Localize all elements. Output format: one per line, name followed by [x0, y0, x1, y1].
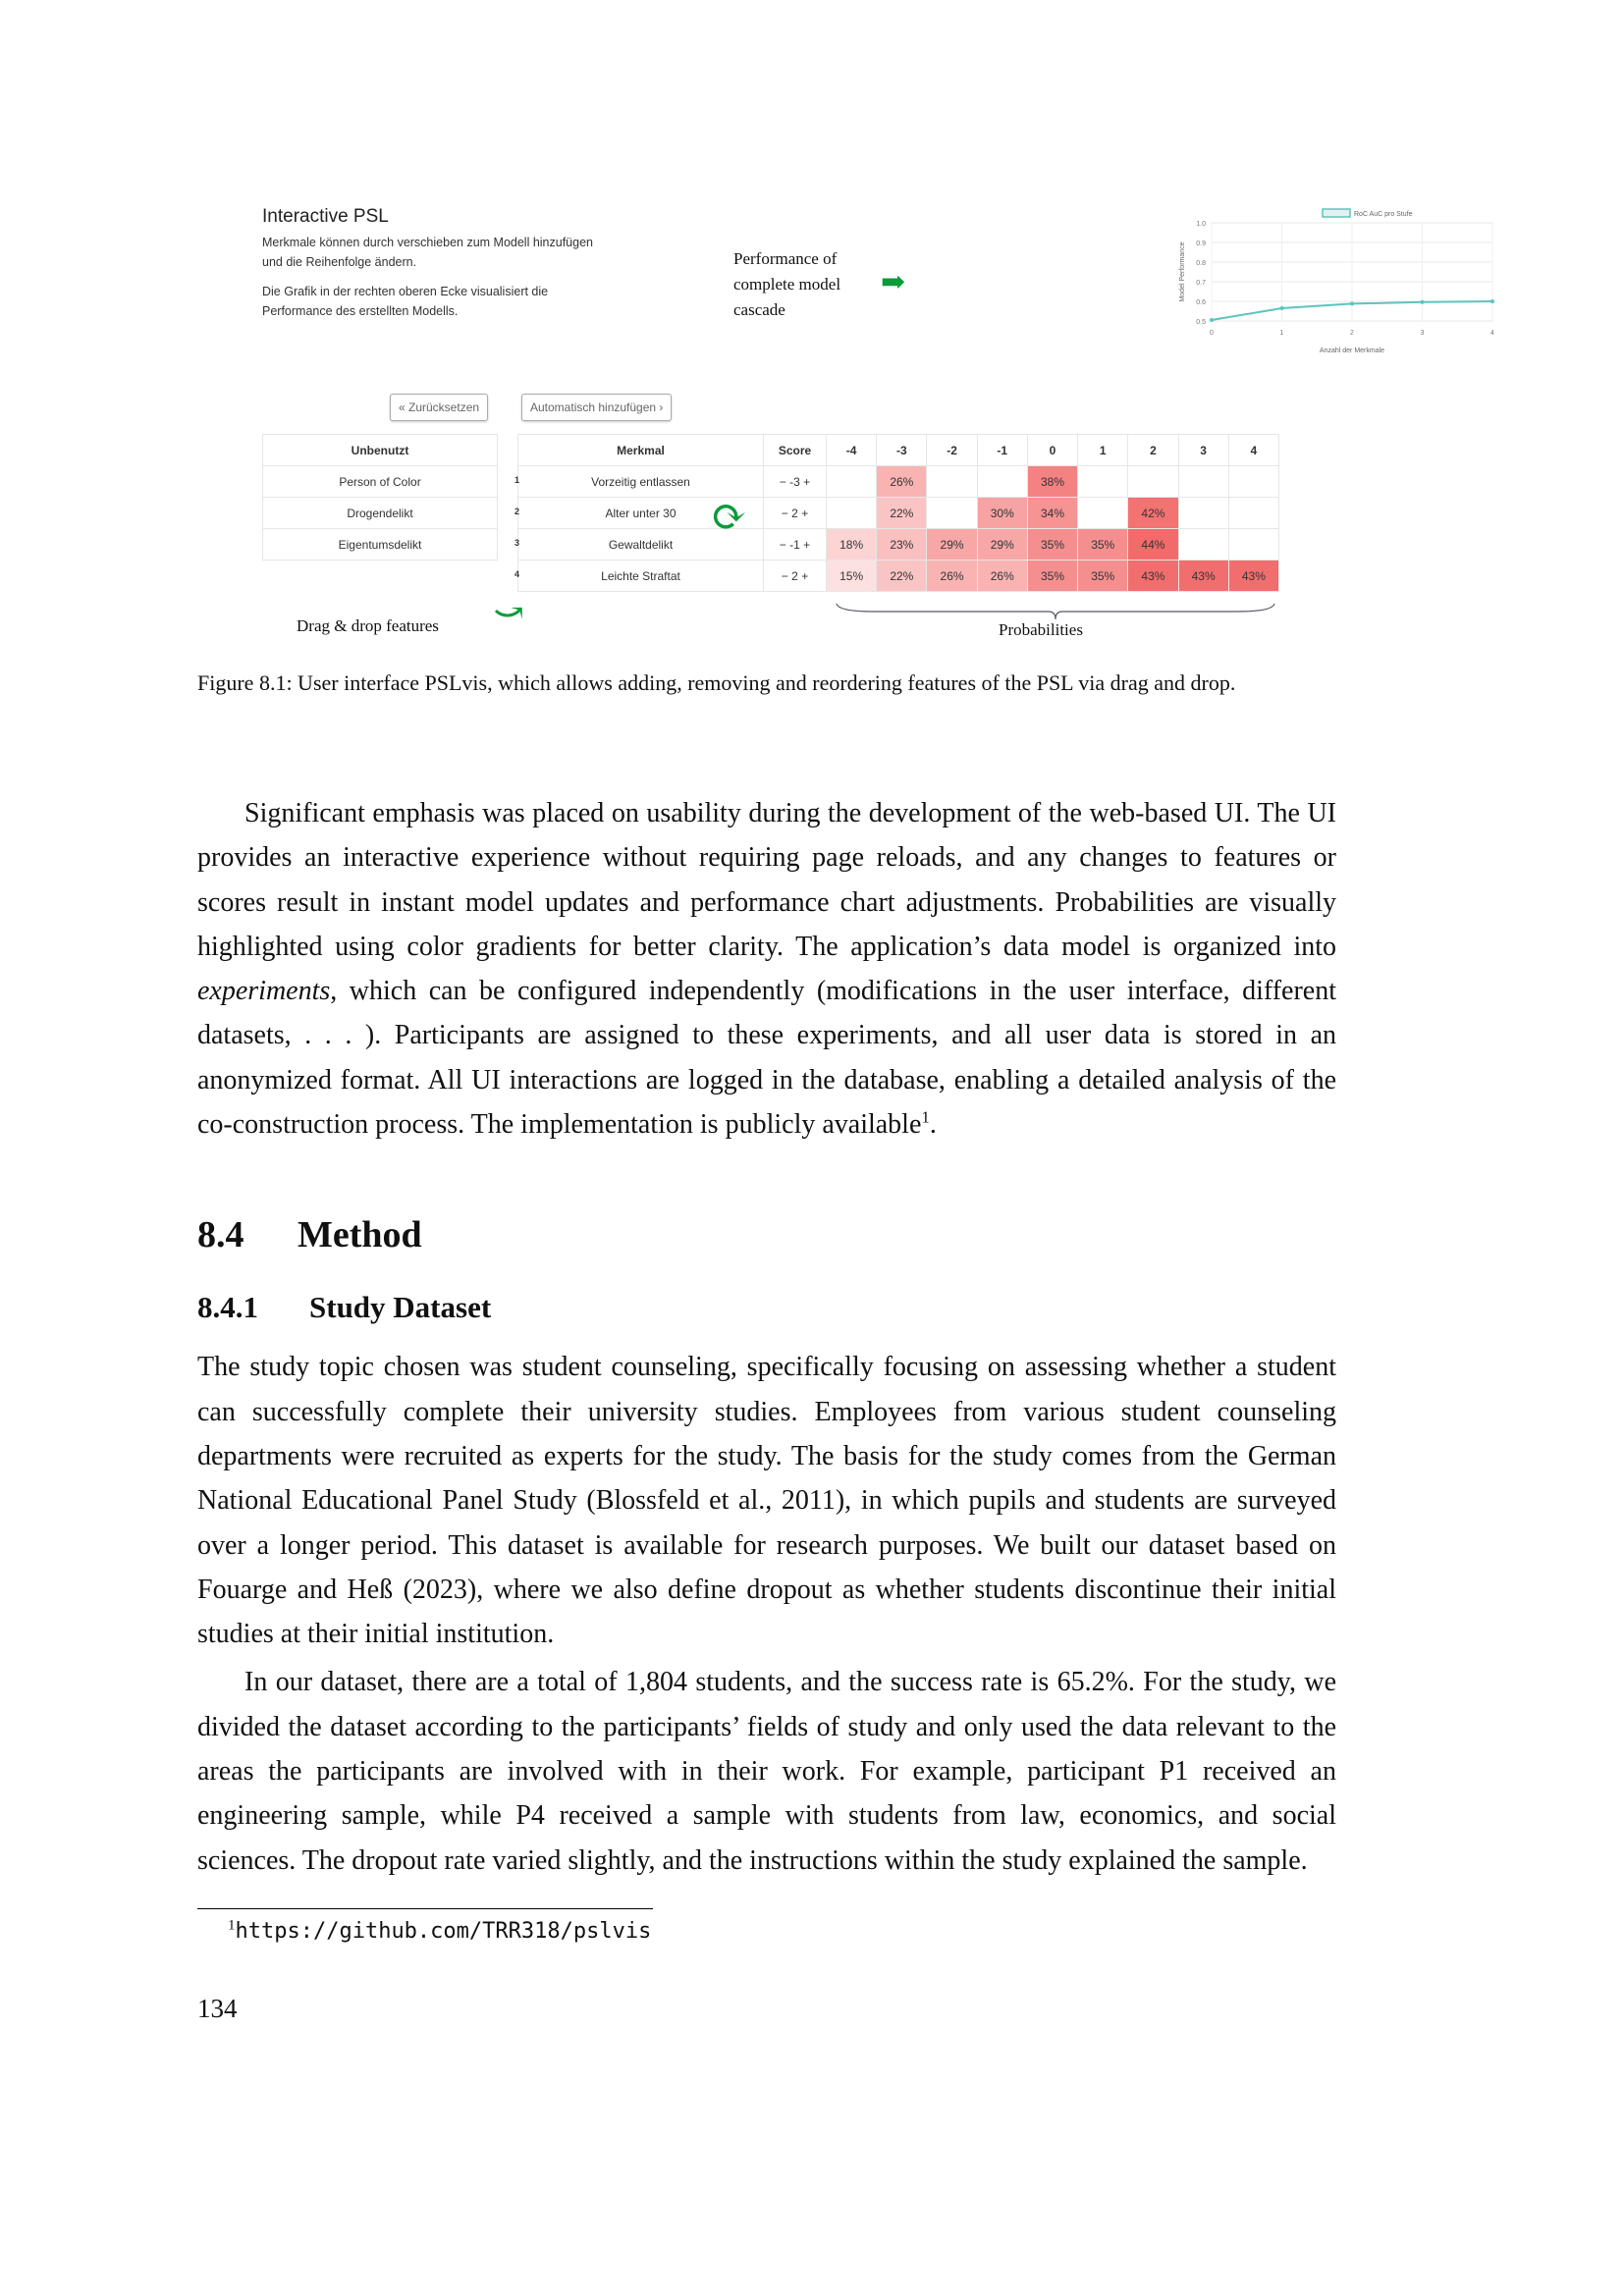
paragraph-text: Significant emphasis was placed on usability during the development of the web-based UI. The UI provides an interactive experience without requiring page reloads, and any changes to features or scores result in instant model updates and performance chart adjustments. Probabilities are visually highlighted using color gradients for better clarity. The application’s data model is organized into — [197, 798, 1336, 962]
decrement-button[interactable]: − — [779, 474, 786, 489]
probability-cell — [1178, 529, 1228, 561]
increment-button[interactable]: + — [803, 474, 811, 489]
annotation-performance: Performance of complete model cascade — [733, 249, 841, 319]
model-row[interactable] — [518, 529, 1279, 561]
subsection-title: Study Dataset — [309, 1290, 492, 1325]
score-stepper[interactable] — [764, 466, 827, 498]
footnote-rule — [197, 1908, 653, 1909]
bin-header: -2 — [927, 435, 977, 466]
model-row[interactable] — [518, 498, 1279, 529]
reset-button[interactable]: « Zurücksetzen — [390, 394, 488, 421]
probability-cell: 43% — [1128, 561, 1178, 592]
probability-cell — [1178, 498, 1228, 529]
feature-name: Gewaltdelikt — [608, 537, 674, 552]
x-tick-label: 4 — [1490, 330, 1494, 337]
bin-header: -4 — [827, 435, 877, 466]
y-tick-label: 0.6 — [1196, 299, 1206, 306]
bin-header: 2 — [1128, 435, 1178, 466]
subsection-number: 8.4.1 — [197, 1290, 258, 1325]
probability-cell: 38% — [1027, 466, 1077, 498]
probability-cell — [827, 466, 877, 498]
ui-description-1: Merkmale können durch verschieben zum Modell hinzufügen und die Reihenfolge ändern. — [262, 236, 593, 269]
probability-cell: 35% — [1027, 529, 1077, 561]
probability-cell — [1228, 529, 1278, 561]
probability-cell: 29% — [977, 529, 1027, 561]
paragraph-text: , which can be configured independently (modifications in the user interface, different datasets, . . . ). Participants are assigned to these experiments, and all user data is stored in an anonymized format. All UI interactions are logged in the database, enabling a detailed analysis of the co-construction process. The implementation is publicly available — [197, 976, 1336, 1141]
probability-cell: 35% — [1078, 561, 1128, 592]
bin-header: 0 — [1027, 435, 1077, 466]
probability-cell: 34% — [1027, 498, 1077, 529]
unused-features-table — [262, 434, 498, 561]
probability-cell — [927, 466, 977, 498]
probability-cell: 43% — [1178, 561, 1228, 592]
probability-cell — [977, 466, 1027, 498]
subsection-heading — [197, 1288, 1336, 1327]
probability-cell — [1228, 466, 1278, 498]
paragraph: Significant emphasis was placed on usability during the development of the web-based UI. The UI provides an interactive experience without requiring page reloads, and any changes to features or scores result in instant model updates and performance chart adjustments. Probabilities are visually highlighted using color gradients for better clarity. The application’s data model is organized into experiments, which can be configured independently (modifications in the user interface, different datasets, . . . ). Participants are assigned to these experiments, and all user data is stored in an anonymized format. All UI interactions are logged in the database, enabling a detailed analysis of the co-construction process. The implementation is publicly available$^1$. — [197, 798, 1336, 1141]
probability-cell: 23% — [877, 529, 927, 561]
reorder-arrow-icon: ⟳ — [711, 493, 747, 541]
section-title: Method — [298, 1214, 422, 1256]
section-heading — [197, 1211, 1336, 1258]
probability-cell: 18% — [827, 529, 877, 561]
footnote — [228, 1917, 1336, 1947]
score-header: Score — [764, 435, 827, 466]
data-point — [1421, 300, 1425, 304]
probability-cell — [1078, 466, 1128, 498]
probability-cell: 42% — [1128, 498, 1178, 529]
footnote-mark[interactable]: 1 — [921, 1107, 930, 1127]
increment-button[interactable]: + — [801, 568, 809, 583]
annotation-drag-drop: Drag & drop features — [297, 616, 439, 635]
page-body — [197, 791, 1336, 2024]
probability-cell: 35% — [1078, 529, 1128, 561]
footnote-url[interactable]: https://github.com/TRR318/pslvis — [235, 1918, 652, 1944]
unused-feature[interactable]: Person of Color — [263, 466, 498, 498]
y-tick-label: 1.0 — [1196, 221, 1206, 228]
unused-feature[interactable]: Drogendelikt — [263, 498, 498, 529]
y-tick-label: 0.8 — [1196, 260, 1206, 267]
annotation-probabilities: Probabilities — [999, 620, 1083, 639]
score-value: -3 — [789, 474, 800, 489]
data-point — [1280, 306, 1284, 310]
probability-cell: 44% — [1128, 529, 1178, 561]
arrow-right-icon: ➡ — [881, 266, 906, 298]
figure-caption: Figure 8.1: User interface PSLvis, which allows adding, removing and reordering features of the PSL via drag and drop. — [197, 670, 1236, 695]
probability-cell: 22% — [877, 561, 927, 592]
page-number: 134 — [197, 1993, 238, 2023]
probability-cell — [1128, 466, 1178, 498]
probability-cell: 26% — [977, 561, 1027, 592]
probability-cell: 15% — [827, 561, 877, 592]
unused-feature[interactable]: Eigentumsdelikt — [263, 529, 498, 561]
x-axis-label: Anzahl der Merkmale — [1319, 347, 1385, 354]
performance-chart — [945, 201, 1534, 378]
increment-button[interactable]: + — [803, 537, 811, 552]
score-value: -1 — [789, 537, 800, 552]
probability-cell: 26% — [877, 466, 927, 498]
score-stepper[interactable] — [764, 561, 827, 592]
row-index: 3 — [514, 537, 520, 548]
probability-cell — [1228, 498, 1278, 529]
bin-header: 3 — [1178, 435, 1228, 466]
legend-label: RoC AuC pro Stufe — [1354, 211, 1413, 218]
feature-cell[interactable] — [514, 561, 764, 592]
row-index: 4 — [514, 568, 520, 579]
unused-header: Unbenutzt — [263, 435, 498, 466]
score-stepper[interactable] — [764, 529, 827, 561]
model-row[interactable] — [518, 466, 1279, 498]
decrement-button[interactable]: − — [781, 506, 788, 520]
feature-header: Merkmal — [518, 435, 764, 466]
probability-cell: 35% — [1027, 561, 1077, 592]
feature-name: Alter unter 30 — [605, 506, 677, 520]
paragraph: The study topic chosen was student counseling, specifically focusing on assessing whether a student can successfully complete their university studies. Employees from various student counseling departments were recruited as experts for the study. The basis for the study comes from the German National Educational Panel Study (Blossfeld et al., 2011), in which pupils and students are surveyed over a longer period. This dataset is available for research purposes. We built our dataset based on Fouarge and Heß (2023), where we also define dropout as whether students discontinue their initial studies at their initial institution. — [197, 1352, 1336, 1650]
x-tick-label: 3 — [1420, 330, 1425, 337]
drag-arrow-icon: ⤻ — [493, 592, 524, 633]
y-tick-label: 0.5 — [1196, 319, 1206, 326]
auto-add-button[interactable]: Automatisch hinzufügen › — [521, 394, 672, 421]
probability-cell — [1178, 466, 1228, 498]
ui-title: Interactive PSL — [262, 206, 389, 227]
data-point — [1490, 299, 1494, 303]
probability-cell: 22% — [877, 498, 927, 529]
data-point — [1210, 318, 1214, 322]
score-value: 2 — [791, 506, 798, 520]
figure-8-1 — [257, 201, 1494, 648]
bin-header: -3 — [877, 435, 927, 466]
bin-header: 1 — [1078, 435, 1128, 466]
model-row[interactable] — [518, 561, 1279, 592]
row-index: 2 — [514, 506, 520, 516]
score-value: 2 — [791, 568, 798, 583]
x-tick-label: 0 — [1210, 330, 1214, 337]
y-tick-label: 0.7 — [1196, 280, 1206, 287]
probability-cell — [927, 498, 977, 529]
x-tick-label: 2 — [1350, 330, 1354, 337]
footnote-mark: 1 — [228, 1917, 236, 1934]
section-number: 8.4 — [197, 1214, 244, 1256]
score-stepper[interactable] — [764, 498, 827, 529]
probability-cell: 43% — [1228, 561, 1278, 592]
probability-cell — [827, 498, 877, 529]
feature-name: Leichte Straftat — [601, 568, 680, 583]
ui-description-2: Die Grafik in der rechten oberen Ecke visualisiert die Performance des erstellten Modells. — [262, 285, 549, 318]
body-text — [197, 791, 1336, 1883]
legend-swatch — [1323, 209, 1350, 217]
data-point — [1350, 301, 1354, 305]
bin-header: -1 — [977, 435, 1027, 466]
increment-button[interactable]: + — [801, 506, 809, 520]
decrement-button[interactable]: − — [779, 537, 786, 552]
emphasis: experiments — [197, 976, 331, 1007]
probability-cell: 30% — [977, 498, 1027, 529]
probability-cell: 26% — [927, 561, 977, 592]
bin-header: 4 — [1228, 435, 1278, 466]
feature-name: Vorzeitig entlassen — [591, 474, 690, 489]
probability-cell — [1078, 498, 1128, 529]
y-axis-label: Model Performance — [1179, 241, 1186, 302]
decrement-button[interactable]: − — [781, 568, 788, 583]
model-table — [514, 434, 1279, 592]
row-index: 1 — [514, 474, 520, 485]
paragraph: In our dataset, there are a total of 1,804 students, and the success rate is 65.2%. For the study, we divided the dataset according to the participants’ fields of study and only used the data relevant to the areas the participants are involved with in their work. For example, participant P1 received an engineering sample, while P4 received a sample with students from law, economics, and social sciences. The dropout rate varied slightly, and the instructions within the study explained the sample. — [197, 1667, 1336, 1876]
x-tick-label: 1 — [1279, 330, 1284, 337]
y-tick-label: 0.9 — [1196, 240, 1206, 247]
probability-cell: 29% — [927, 529, 977, 561]
